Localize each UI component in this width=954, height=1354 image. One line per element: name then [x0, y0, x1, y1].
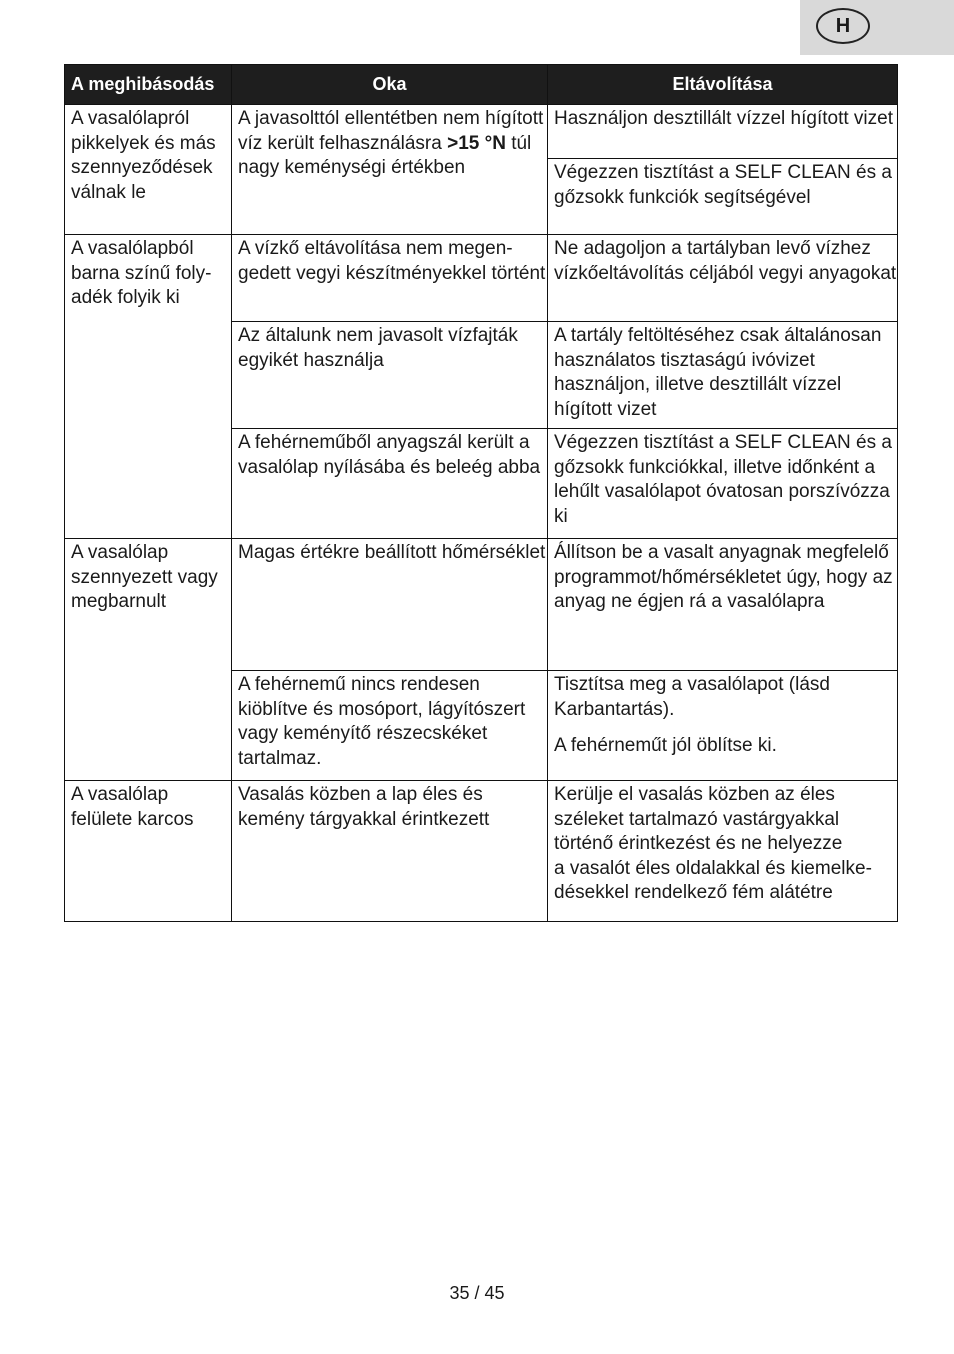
solution-cell: A tartály feltöltéséhez csak általánosan használatos tisztaságú ivóvizet használjon, illetve desztillált vízzel hígított vizet [548, 322, 898, 429]
cause-hardness-value: >15 °N [447, 132, 506, 154]
problem-cell: A vasalólap szennyezett vagy megbarnult [65, 539, 232, 781]
solution-cell: Ne adagoljon a tartályban levő vízhez vízkőeltávolítás céljából vegyi anyagokat [548, 235, 898, 322]
problem-cell: A vasalólap felülete karcos [65, 781, 232, 922]
table-row [65, 235, 898, 322]
cause-cell: Vasalás közben a lap éles és kemény tárgyakkal érintkezett [232, 781, 548, 922]
header-problem: A meghibásodás [65, 65, 232, 105]
cause-cell: Az általunk nem javasolt vízfajták egyikét használja [232, 322, 548, 429]
cause-text-end: túl nagy keménységi értékben [238, 132, 532, 178]
header-solution: Eltávolítása [548, 65, 898, 105]
solution-text-secondary: A fehérneműt jól öblítse ki. [554, 735, 777, 756]
table-row [65, 105, 898, 159]
table-row [65, 781, 898, 922]
cause-cell: A fehérnemű nincs rendesen kiöblítve és mosóport, lágyítószert vagy keményítő részecskéket tartalmaz. [232, 671, 548, 781]
solution-cell: Végezzen tisztítást a SELF CLEAN és a gőzsokk funkciókkal, illetve időnként a lehűlt vasalólapot óvatosan porszívózza ki [548, 429, 898, 539]
troubleshooting-table [64, 64, 898, 922]
solution-cell: Állítson be a vasalt anyagnak megfelelő programmot/hőmérsékletet úgy, hogy az anyag ne égjen rá a vasalólapra [548, 539, 898, 671]
solution-cell: Használjon desztillált vízzel hígított vizet [548, 105, 898, 159]
solution-text: Tisztítsa meg a vasalólapot (lásd Karbantartás). [554, 674, 830, 720]
cause-cell [232, 105, 548, 235]
language-badge [816, 8, 870, 44]
cause-cell: Magas értékre beállított hőmérséklet [232, 539, 548, 671]
cause-cell: A fehérneműből anyagszál került a vasalólap nyílásába és beleég abba [232, 429, 548, 539]
solution-text-continued: a vasalót éles oldalakkal és kiemelkedésekkel rendelkező fém alátétre [554, 857, 872, 903]
problem-cell: A vasalólapról pikkelyek és más szennyeződések válnak le [65, 105, 232, 235]
language-tab [800, 0, 954, 55]
cause-text: A javasolttól ellentétben nem hígított víz került felhasználásra [238, 108, 544, 154]
table-header-row [65, 65, 898, 105]
solution-cell [548, 671, 898, 781]
problem-cell: A vasalólapból barna színű folyadék folyik ki [65, 235, 232, 539]
language-badge-label: H [835, 14, 851, 37]
header-cause: Oka [232, 65, 548, 105]
table-row [65, 539, 898, 671]
page-number: 35 / 45 [449, 1283, 505, 1303]
solution-text: Kerülje el vasalás közben az éles széleket tartalmazó vastárgyakkal történő érintkezést és ne helyezze [554, 784, 843, 854]
solution-cell [548, 781, 898, 922]
cause-cell: A vízkő eltávolítása nem megengedett vegyi készítményekkel történt [232, 235, 548, 322]
solution-cell: Végezzen tisztítást a SELF CLEAN és a gőzsokk funkciók segítségével [548, 159, 898, 235]
